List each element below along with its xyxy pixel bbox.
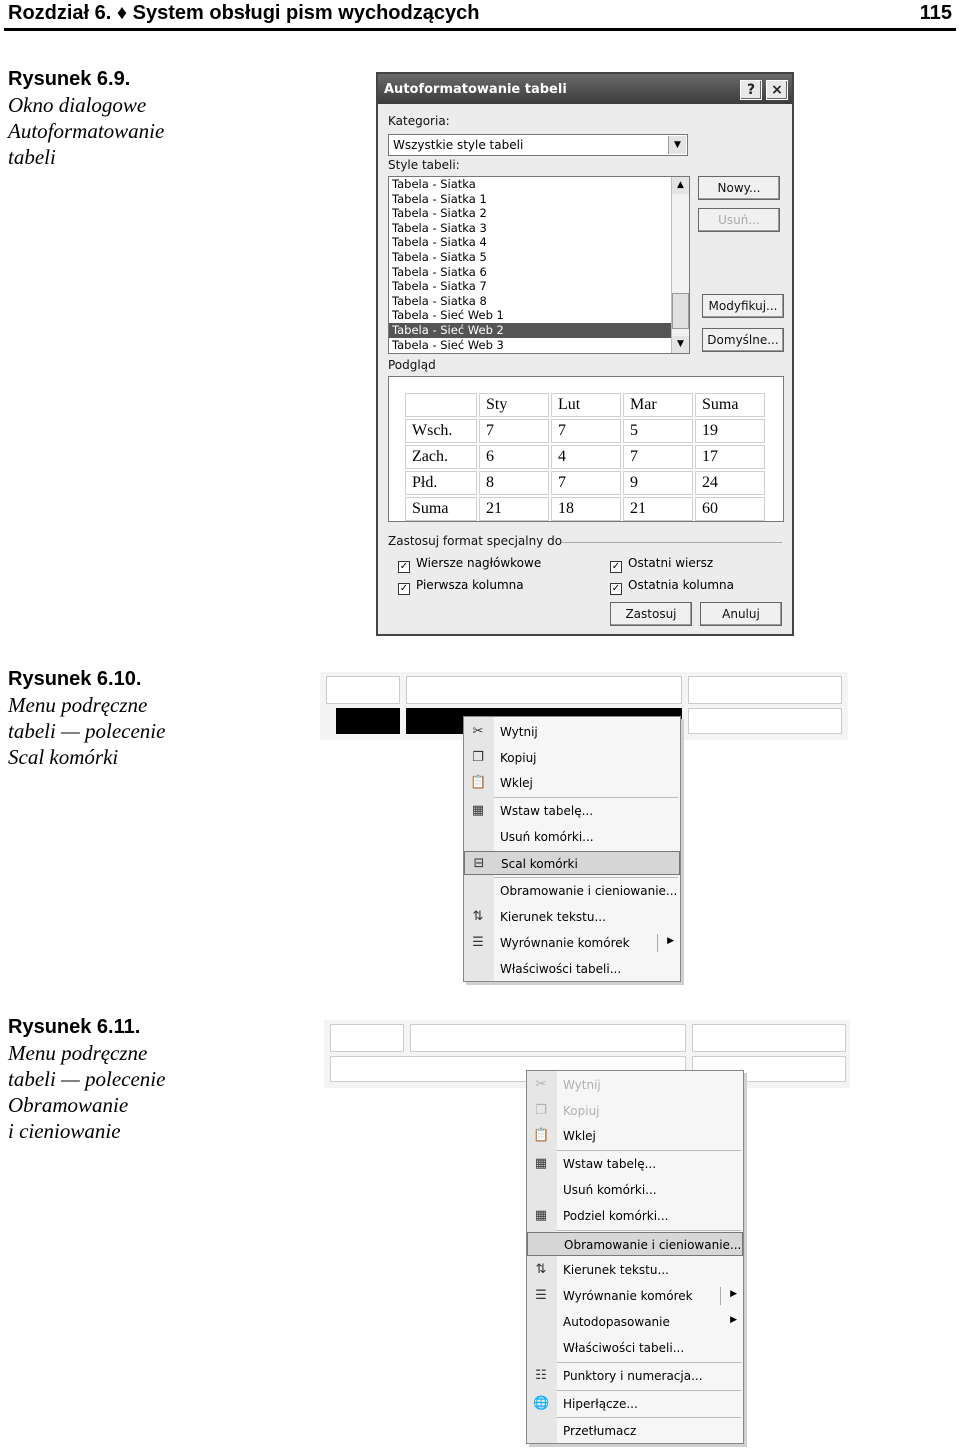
dialog-titlebar[interactable] [378,74,792,104]
menu-item-label: Wyrównanie komórek [500,936,630,950]
menu-item-label: Wklej [563,1129,596,1143]
delete-style-button[interactable]: Usuń... [698,208,780,232]
align-icon: ☰ [472,935,484,950]
preview-box [388,376,784,522]
style-list-item[interactable]: Tabela - Siatka 1 [392,191,487,206]
menu-item-label: Kierunek tekstu... [500,910,606,924]
style-list-item[interactable]: Tabela - Siatka 5 [392,249,487,264]
menu-item-label: Podziel komórki... [563,1209,669,1223]
preview-cell: 7 [479,419,549,443]
table-cell[interactable] [688,708,842,734]
category-value: Wszystkie style tabeli [393,138,524,152]
bullets-icon: ☷ [535,1368,547,1383]
style-list-item[interactable]: Tabela - Siatka 7 [392,279,487,294]
menu-separator [557,1390,741,1391]
checkbox-label: Ostatnia kolumna [628,578,735,592]
selected-cell[interactable] [336,708,400,734]
menu-item-text-direction[interactable] [464,905,680,929]
preview-row [405,419,765,443]
table-cell[interactable] [688,676,842,704]
menu-item-label: Właściwości tabeli... [563,1341,685,1355]
table-icon: ▦ [471,803,485,818]
preview-cell: 21 [479,497,549,521]
preview-cell: Wsch. [405,419,477,443]
menu-item-delete-cells[interactable] [527,1178,743,1202]
menu-item-cell-alignment[interactable] [527,1284,743,1308]
menu-item-borders[interactable] [464,879,680,903]
menu-separator [557,1230,741,1231]
scroll-up-icon[interactable]: ▲ [672,177,689,194]
scroll-down-icon[interactable]: ▼ [672,336,689,353]
style-list-item[interactable]: Tabela - Sieć Web 1 [392,308,504,323]
menu-item-insert-table[interactable] [527,1152,743,1176]
menu-item-autofit[interactable] [527,1310,743,1334]
menu-item-label: Kopiuj [500,751,537,765]
menu-item-label: Wstaw tabelę... [563,1157,657,1171]
menu-item-bullets[interactable] [527,1364,743,1388]
preview-cell: 7 [551,471,621,495]
preview-cell: 21 [623,497,693,521]
preview-cell: Zach. [405,445,477,469]
checkbox-label: Wiersze nagłówkowe [416,556,542,570]
last-column-checkbox[interactable] [610,578,734,595]
preview-cell: 17 [695,445,765,469]
split-cells-icon: ▦ [534,1208,548,1223]
menu-item-copy[interactable] [527,1099,743,1123]
menu-item-hyperlink[interactable] [527,1392,743,1416]
figure-caption-3 [8,1014,198,1144]
menu-item-translator[interactable] [527,1419,743,1443]
styles-listbox[interactable] [388,176,690,354]
styles-scrollbar[interactable] [671,177,689,353]
default-style-button[interactable]: Domyślne... [702,328,784,352]
merge-cells-icon: ⊟ [473,856,485,871]
preview-cell: 6 [479,445,549,469]
figure-number: Rysunek 6.11. [8,1016,141,1038]
table-cell[interactable] [326,676,400,704]
submenu-arrow-icon: ▶ [667,936,674,946]
check-icon: ✓ [399,561,409,572]
paste-icon: 📋 [470,775,487,790]
page-number: 115 [919,2,952,24]
style-list-item[interactable]: Tabela - Siatka 3 [392,220,487,235]
menu-item-label: Wytnij [500,725,538,739]
style-list-item[interactable]: Tabela - Sieć Web 2 [389,323,689,338]
caption-line: Menu podręczne [8,1041,148,1065]
figure-number: Rysunek 6.10. [8,668,142,690]
preview-cell: 7 [623,445,693,469]
header-rows-checkbox[interactable] [398,556,541,573]
style-list-item[interactable]: Tabela - Sieć Web 3 [392,337,504,352]
header-rule [4,28,956,31]
preview-cell: 60 [695,497,765,521]
menu-separator [557,1417,741,1418]
close-button[interactable]: × [766,80,788,100]
preview-cell: 7 [551,419,621,443]
preview-cell: 9 [623,471,693,495]
menu-item-label: Hiperłącze... [563,1397,638,1411]
figure-number: Rysunek 6.9. [8,68,131,90]
last-row-checkbox[interactable] [610,556,713,573]
figure-caption-1 [8,66,198,170]
table-cell[interactable] [410,1024,686,1052]
category-label: Kategoria: [388,114,450,128]
preview-cell [405,393,477,417]
globe-link-icon: 🌐 [533,1396,550,1411]
paste-icon: 📋 [533,1128,550,1143]
scissors-icon: ✂ [472,724,484,739]
preview-cell: Płd. [405,471,477,495]
style-list-item[interactable]: Tabela - Siatka [392,177,476,191]
menu-item-merge-cells[interactable] [464,851,680,875]
menu-item-delete-cells[interactable] [464,825,680,849]
chevron-down-icon[interactable]: ▼ [668,136,686,154]
menu-item-insert-table[interactable] [464,799,680,823]
style-list-item[interactable]: Tabela - Siatka 4 [392,235,487,250]
scroll-thumb[interactable] [672,293,689,329]
menu-item-split-cells[interactable] [527,1204,743,1228]
menu-item-cut[interactable] [527,1073,743,1097]
cancel-button[interactable]: Anuluj [700,602,782,626]
caption-line: i cieniowanie [8,1119,121,1143]
text-direction-icon: ⇅ [535,1262,547,1277]
context-menu-merge [463,716,681,982]
caption-line: tabeli — polecenie [8,1067,166,1091]
menu-separator [494,797,678,798]
preview-row [405,497,765,521]
context-menu-borders [526,1070,744,1444]
submenu-divider [720,1287,721,1305]
copy-icon: ❐ [535,1103,547,1118]
menu-item-label: Przetłumacz [563,1424,637,1438]
preview-cell: Lut [551,393,621,417]
copy-icon: ❐ [472,750,484,765]
new-style-button[interactable]: Nowy... [698,176,780,200]
table-cell[interactable] [330,1024,404,1052]
table-cell[interactable] [406,676,682,704]
menu-item-paste[interactable] [464,771,680,795]
first-column-checkbox[interactable] [398,578,524,595]
caption-line: tabeli — polecenie [8,719,166,743]
menu-item-label: Autodopasowanie [563,1315,670,1329]
apply-button[interactable]: Zastosuj [610,602,692,626]
menu-item-table-properties[interactable] [464,957,680,981]
menu-item-label: Wytnij [563,1078,601,1092]
menu-item-label: Wstaw tabelę... [500,804,594,818]
menu-item-cut[interactable] [464,720,680,744]
preview-cell: 8 [479,471,549,495]
help-button[interactable]: ? [740,80,762,100]
scissors-icon: ✂ [535,1077,547,1092]
modify-style-button[interactable]: Modyfikuj... [702,294,784,318]
checkbox-label: Ostatni wiersz [628,556,714,570]
text-direction-icon: ⇅ [472,909,484,924]
apply-special-label: Zastosuj format specjalny do [388,534,563,548]
caption-line: Autoformatowanie [8,119,165,143]
autoformat-dialog [376,72,794,636]
caption-line: Obramowanie [8,1093,129,1117]
dialog-title: Autoformatowanie tabeli [384,82,567,97]
menu-item-label: Obramowanie i cieniowanie... [564,1238,742,1252]
align-icon: ☰ [535,1288,547,1303]
menu-separator [494,877,678,878]
menu-item-label: Punktory i numeracja... [563,1369,703,1383]
preview-label: Podgląd [388,358,436,372]
menu-item-label: Kierunek tekstu... [563,1263,669,1277]
group-separator [562,542,782,543]
menu-item-text-direction[interactable] [527,1258,743,1282]
caption-line: Okno dialogowe [8,93,147,117]
preview-cell: 5 [623,419,693,443]
table-icon: ▦ [534,1156,548,1171]
table-cell[interactable] [692,1024,846,1052]
caption-line: Scal komórki [8,745,119,769]
style-list-item[interactable]: Tabela - Siatka 2 [392,206,487,221]
preview-row [405,393,765,417]
menu-item-label: Wyrównanie komórek [563,1289,693,1303]
check-icon: ✓ [611,561,621,572]
menu-separator [557,1150,741,1151]
check-icon: ✓ [399,583,409,594]
preview-table [403,391,767,523]
preview-row [405,471,765,495]
menu-item-label: Obramowanie i cieniowanie... [500,884,678,898]
preview-cell: 4 [551,445,621,469]
check-icon: ✓ [611,583,621,594]
preview-cell: Suma [695,393,765,417]
menu-item-table-properties[interactable] [527,1336,743,1360]
menu-item-cell-alignment[interactable] [464,931,680,955]
checkbox-label: Pierwsza kolumna [416,578,524,592]
category-dropdown[interactable] [388,134,688,156]
menu-item-borders[interactable] [527,1232,743,1256]
preview-cell: 19 [695,419,765,443]
caption-line: tabeli [8,145,56,169]
preview-cell: Mar [623,393,693,417]
caption-line: Menu podręczne [8,693,148,717]
menu-item-label: Usuń komórki... [563,1183,657,1197]
menu-separator [557,1362,741,1363]
styles-list [389,177,689,352]
menu-item-label: Właściwości tabeli... [500,962,622,976]
preview-cell: Sty [479,393,549,417]
menu-item-paste[interactable] [527,1124,743,1148]
style-list-item[interactable]: Tabela - Siatka 8 [392,293,487,308]
figure-caption-2 [8,666,198,770]
submenu-divider [657,934,658,952]
preview-row [405,445,765,469]
submenu-arrow-icon: ▶ [730,1315,737,1325]
menu-item-copy[interactable] [464,746,680,770]
menu-item-label: Usuń komórki... [500,830,594,844]
menu-item-label: Kopiuj [563,1104,600,1118]
preview-cell: 18 [551,497,621,521]
preview-cell: 24 [695,471,765,495]
submenu-arrow-icon: ▶ [730,1289,737,1299]
running-header: Rozdział 6. ♦ System obsługi pism wychodzących [8,2,480,24]
menu-item-label: Wklej [500,776,533,790]
menu-item-label: Scal komórki [501,857,578,871]
preview-cell: Suma [405,497,477,521]
style-list-item[interactable]: Tabela - Siatka 6 [392,264,487,279]
styles-label: Style tabeli: [388,158,460,172]
